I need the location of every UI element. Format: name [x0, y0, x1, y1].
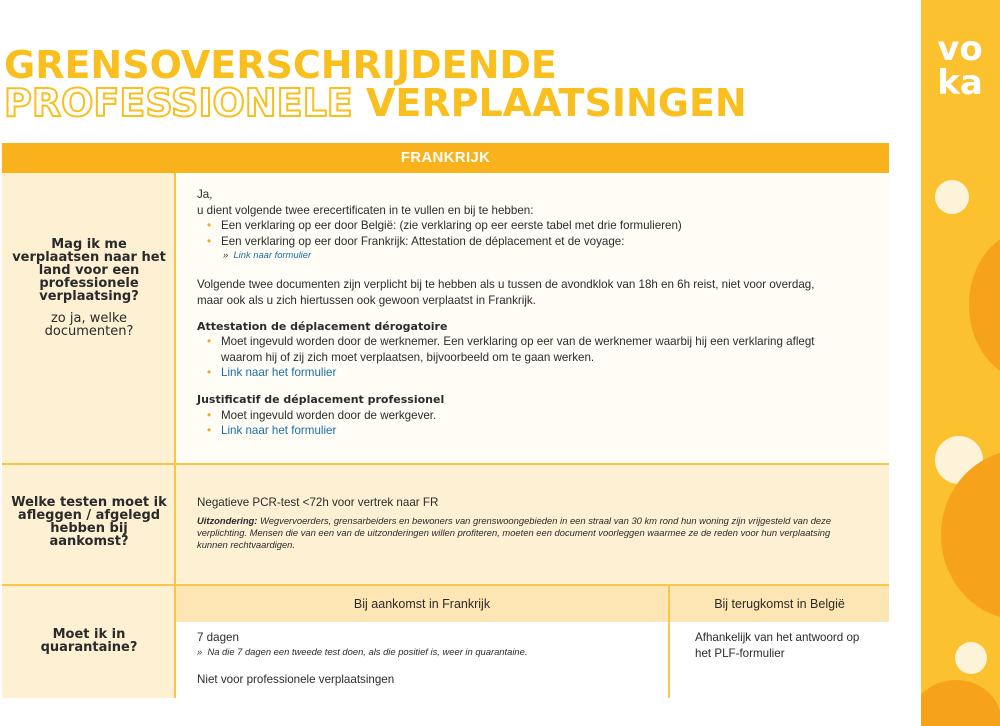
row3-col1-header: Bij aankomst in Frankrijk: [176, 586, 668, 622]
deco-orange-shape-3: [921, 680, 1000, 726]
quarantine-exception: Niet voor professionele verplaatsingen: [197, 672, 395, 686]
row3-col1-body: [176, 622, 668, 698]
row1-question: Mag ik me verplaatsen naar het land voor een professionele verplaatsing? zo ja, welke documenten?: [10, 238, 168, 338]
voka-logo: vo ka: [937, 29, 983, 103]
info-table: [2, 143, 889, 698]
row1-bullet-2: • Een verklaring op eer door Frankrijk: Attestation de déplacement et de voyage:: [197, 234, 847, 250]
return-belgium-text: Afhankelijk van het antwoord op het PLF-formulier: [695, 631, 860, 660]
deco-circle-3: [955, 642, 987, 674]
row1-question-sub: zo ja, welke documenten?: [44, 311, 134, 339]
page-title: [4, 43, 747, 125]
quarantine-days: 7 dagen: [197, 631, 239, 644]
row1-answer-cell: [176, 173, 889, 463]
sublink-marker: »: [223, 249, 229, 261]
exception-text: Wegvervoerders, grensarbeiders en bewoners van grenswoongebieden in een straal van 30 km rond hun woning zijn vrijgesteld van deze verplichting. Mensen die van een van de uitzonderingen willen profiteren, moeten een document voorleggen waarmee ze de reden voor hun verplaatsing kunnen rechtvaardigen.: [197, 514, 832, 550]
quarantine-note: Na die 7 dagen een tweede test doen, als die positief is, weer in quarantaine.: [207, 645, 528, 657]
decorative-band: [921, 0, 1000, 726]
deco-circle-1: [935, 180, 969, 214]
row1-intro-2: u dient volgende twee erecertificaten in te vullen en bij te hebben:: [197, 203, 534, 217]
row1-paragraph: Volgende twee documenten zijn verplicht bij te hebben als u tussen de avondklok van 18h en 6h reist, niet voor overdag, maar ook als u zich hiertussen ook gewoon verplaatst in Frankrijk.: [197, 278, 815, 307]
doc2-title: Justificatif de déplacement professionel: [197, 392, 445, 406]
link-attestation-form[interactable]: Link naar formulier: [233, 249, 312, 261]
doc1-link[interactable]: • Link naar het formulier: [197, 365, 847, 381]
doc1-title: Attestation de déplacement dérogatoire: [197, 319, 448, 333]
title-line-2-solid: VERPLAATSINGEN: [365, 81, 747, 125]
title-line-2-outline: PROFESSIONELE: [4, 81, 353, 125]
exception-label: Uitzondering:: [197, 514, 258, 526]
row3-col2-header: Bij terugkomst in België: [670, 586, 889, 622]
doc1-bullet: • Moet ingevuld worden door de werknemer. Een verklaring op eer van de werknemer waarbij hij een verklaring aflegt waarom hij of zij zich moet verplaatsen, bijvoorbeeld om te gaan werken.: [197, 334, 837, 365]
doc2-bullet: • Moet ingevuld worden door de werkgever.: [197, 408, 847, 424]
row2-test: Negatieve PCR-test <72h voor vertrek naar FR: [197, 496, 439, 509]
row2-question: Welke testen moet ik afleggen / afgelegd hebben bij aankomst?: [11, 495, 167, 549]
doc2-link[interactable]: • Link naar het formulier: [197, 423, 847, 439]
note-marker: »: [197, 645, 203, 657]
row3-question: Moet ik in quarantaine?: [40, 627, 138, 655]
row2-answer-cell: [176, 465, 889, 584]
row1-intro-1: Ja,: [197, 188, 213, 201]
title-line-1: GRENSOVERSCHRIJDENDE: [4, 43, 557, 87]
table-header-country: FRANKRIJK: [2, 143, 889, 173]
deco-orange-shape-1: [969, 230, 1000, 380]
row1-bullet-1: • Een verklaring op eer door België: (zie verklaring op eer eerste tabel met drie formulieren): [197, 218, 847, 234]
row3-col2-body: [670, 622, 889, 698]
